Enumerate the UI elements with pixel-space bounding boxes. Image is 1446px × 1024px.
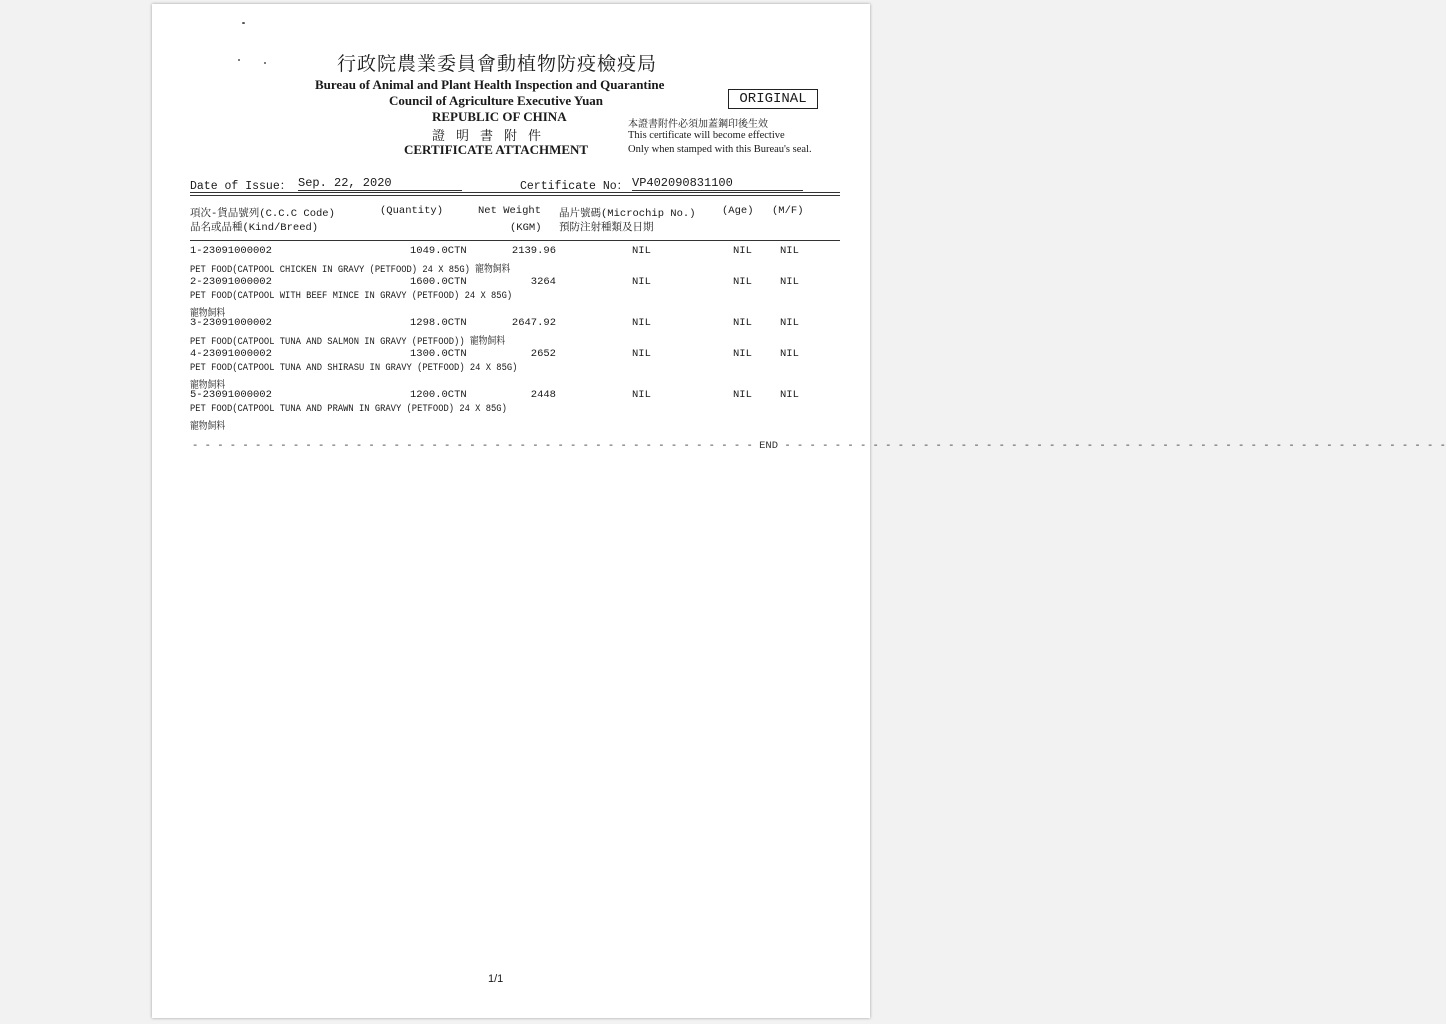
- col-sex: (M/F): [772, 205, 804, 217]
- document-title: CERTIFICATE ATTACHMENT: [404, 142, 589, 157]
- end-marker: END: [759, 440, 779, 452]
- item-code: 3-23091000002: [190, 317, 272, 329]
- col-kind: 品名或品種(Kind/Breed): [190, 222, 319, 234]
- divider: [190, 192, 840, 193]
- date-value: Sep. 22, 2020: [298, 176, 462, 191]
- end-marker-line: [192, 440, 1446, 452]
- scan-speck: [238, 59, 240, 61]
- date-label: Date of Issue：: [190, 180, 292, 193]
- item-weight: 2647.92: [511, 317, 556, 329]
- item-code: 5-23091000002: [190, 389, 272, 401]
- col-item-code: 項次-貨品號列(C.C.C Code): [190, 208, 335, 220]
- item-microchip: NIL: [632, 389, 651, 401]
- council-name: Council of Agriculture Executive Yuan: [389, 93, 604, 108]
- notice-line-2: Only when stamped with this Bureau's seal.: [628, 144, 812, 155]
- item-weight: 3264: [530, 276, 556, 288]
- item-description: PET FOOD(CATPOOL TUNA AND PRAWN IN GRAVY (PETFOOD) 24 X 85G): [190, 404, 507, 415]
- item-sex: NIL: [780, 389, 799, 401]
- item-microchip: NIL: [632, 348, 651, 360]
- notice-zh: 本證書附件必須加蓋鋼印後生效: [628, 119, 768, 130]
- col-vaccine: 預防注射種類及日期: [559, 222, 654, 234]
- col-quantity: (Quantity): [380, 205, 444, 217]
- col-net-weight-unit: (KGM): [510, 222, 542, 234]
- item-microchip: NIL: [632, 317, 651, 329]
- item-description: PET FOOD(CATPOOL WITH BEEF MINCE IN GRAVY (PETFOOD) 24 X 85G): [190, 291, 513, 302]
- item-weight: 2652: [530, 348, 556, 360]
- divider: [190, 195, 840, 196]
- item-quantity: 1298.0CTN: [410, 317, 467, 329]
- country-name: REPUBLIC OF CHINA: [432, 109, 567, 124]
- item-description-zh: 寵物飼料: [190, 309, 226, 320]
- item-description-zh: 寵物飼料: [190, 422, 226, 433]
- agency-name-en: Bureau of Animal and Plant Health Inspection and Quarantine: [315, 77, 665, 92]
- scan-speck: [264, 62, 266, 64]
- certificate-number: VP402090831100: [632, 176, 803, 191]
- divider: [190, 240, 840, 241]
- notice-line-1: This certificate will become effective: [628, 130, 785, 141]
- item-description-zh: 寵物飼料: [190, 381, 226, 392]
- scan-speck: [242, 22, 245, 24]
- item-sex: NIL: [780, 317, 799, 329]
- item-quantity: 1600.0CTN: [410, 276, 467, 288]
- item-code: 4-23091000002: [190, 348, 272, 360]
- item-code: 1-23091000002: [190, 245, 272, 257]
- item-age: NIL: [733, 245, 752, 257]
- col-net-weight: Net Weight: [478, 205, 542, 217]
- item-description: PET FOOD(CATPOOL TUNA AND SHIRASU IN GRAVY (PETFOOD) 24 X 85G): [190, 363, 518, 374]
- certificate-page: [152, 4, 1446, 1018]
- item-code: 2-23091000002: [190, 276, 272, 288]
- item-age: NIL: [733, 276, 752, 288]
- item-microchip: NIL: [632, 276, 651, 288]
- item-sex: NIL: [780, 245, 799, 257]
- item-sex: NIL: [780, 276, 799, 288]
- item-microchip: NIL: [632, 245, 651, 257]
- document-title-zh: 證明書附件: [432, 128, 553, 143]
- item-quantity: 1300.0CTN: [410, 348, 467, 360]
- dash-fill-left: - - - - - - - - - - - - - - - - - - - - - - - - - - - - - - - - - - - - - - - - - - - - -: [192, 440, 753, 452]
- item-weight: 2448: [530, 389, 556, 401]
- original-stamp: ORIGINAL: [728, 89, 818, 109]
- page-number: 1/1: [488, 973, 504, 985]
- agency-name-zh: 行政院農業委員會動植物防疫檢疫局: [337, 54, 658, 75]
- item-age: NIL: [733, 317, 752, 329]
- item-age: NIL: [733, 348, 752, 360]
- item-age: NIL: [733, 389, 752, 401]
- item-sex: NIL: [780, 348, 799, 360]
- item-quantity: 1049.0CTN: [410, 245, 467, 257]
- item-quantity: 1200.0CTN: [410, 389, 467, 401]
- item-description: PET FOOD(CATPOOL TUNA AND SALMON IN GRAVY (PETFOOD)) 寵物飼料: [190, 337, 506, 348]
- col-microchip: 晶片號碼(Microchip No.): [559, 208, 696, 220]
- item-description: PET FOOD(CATPOOL CHICKEN IN GRAVY (PETFOOD) 24 X 85G) 寵物飼料: [190, 265, 511, 276]
- item-weight: 2139.96: [511, 245, 556, 257]
- dash-fill-right: - - - - - - - - - - - - - - - - - - - - - - - - - - - - - - - - - - - - - - - - - - - - - - - - - - - - -: [784, 440, 1446, 452]
- col-age: (Age): [722, 205, 754, 217]
- certificate-number-label: Certificate No：: [520, 180, 629, 193]
